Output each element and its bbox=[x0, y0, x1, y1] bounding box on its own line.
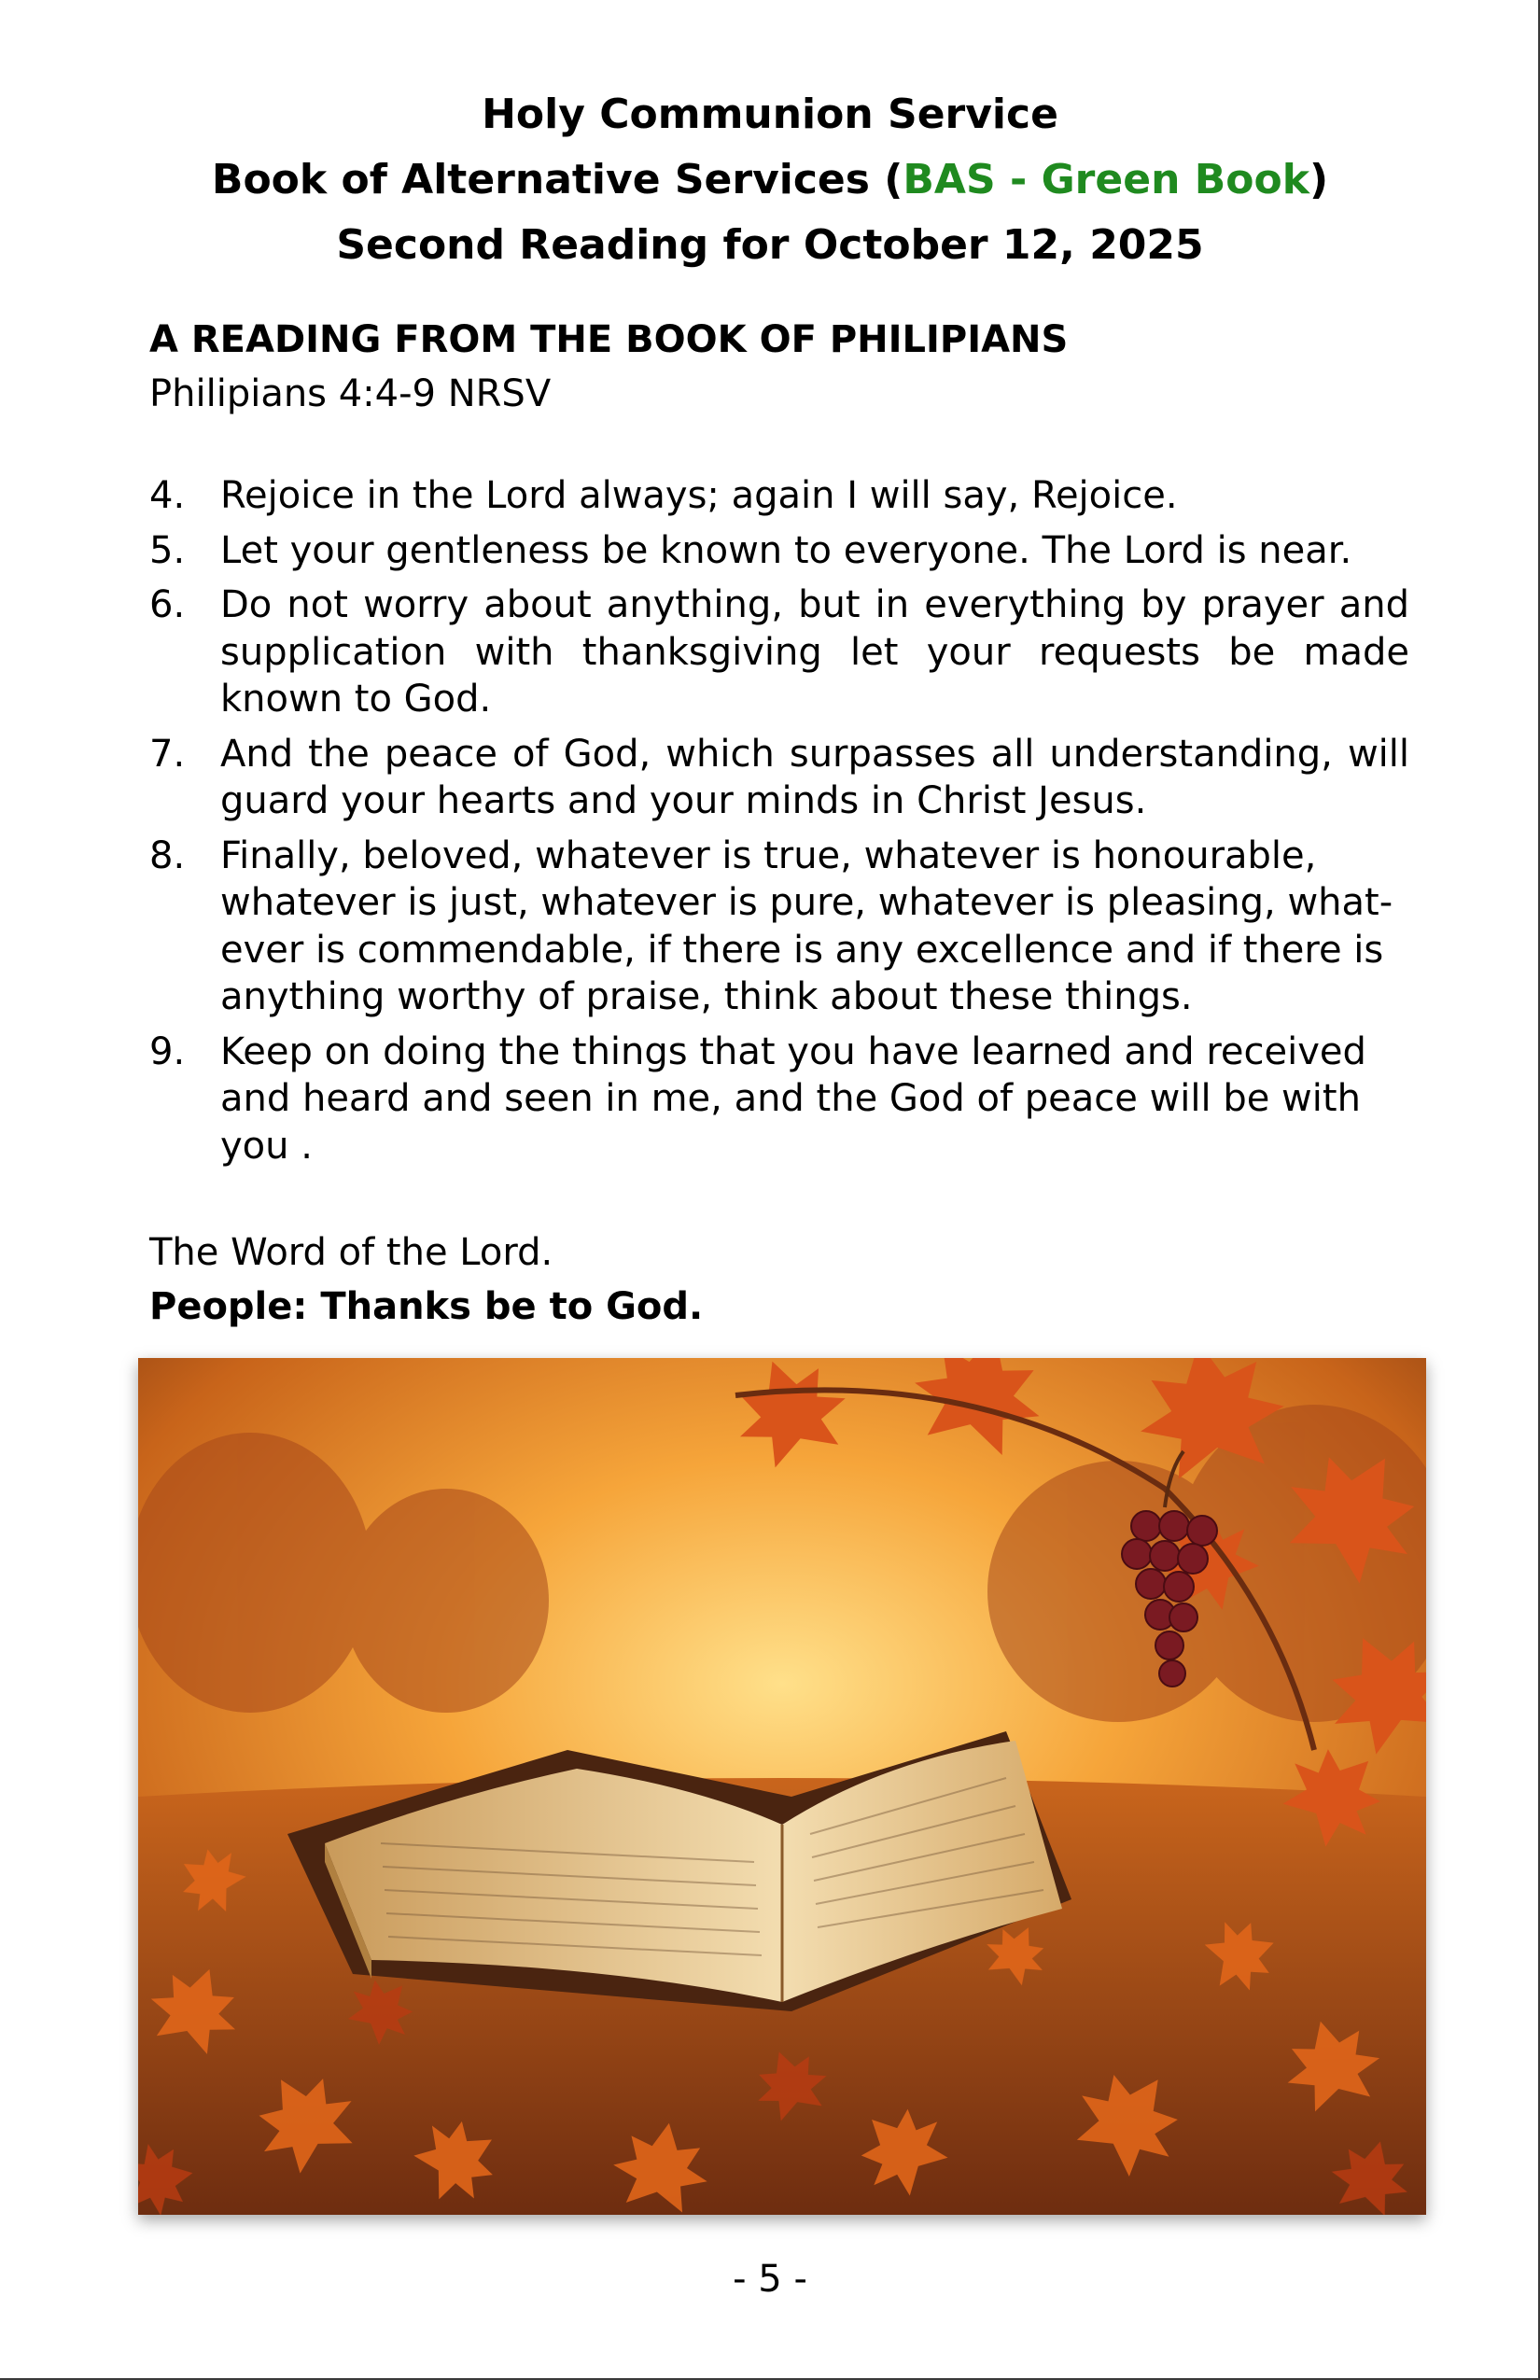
verse-number: 5. bbox=[149, 528, 186, 572]
verse-list bbox=[149, 472, 1409, 1177]
book-title bbox=[0, 147, 1540, 213]
verse-text: Finally, beloved, whatever is true, whatever is honourable, whatever is just, whatever is pure, whatever is pleasing, what-ever is commendable, if there is any excellence and if there is anything worthy of praise, think about these things. bbox=[220, 833, 1393, 1018]
verse-number: 9. bbox=[149, 1029, 186, 1073]
verse-item bbox=[149, 581, 1409, 723]
verse-item bbox=[149, 527, 1409, 575]
verse-item bbox=[149, 1029, 1409, 1170]
bible-autumn-image bbox=[138, 1358, 1426, 2215]
book-title-suffix: ) bbox=[1309, 156, 1329, 203]
verse-number: 7. bbox=[149, 732, 186, 776]
verse-item bbox=[149, 731, 1409, 825]
verse-item bbox=[149, 833, 1409, 1021]
verse-text: Keep on doing the things that you have learned and received and heard and seen in me, and the God of peace will be with you . bbox=[220, 1029, 1366, 1168]
verse-item bbox=[149, 472, 1409, 520]
verse-number: 6. bbox=[149, 583, 186, 626]
verse-text: Let your gentleness be known to everyone. The Lord is near. bbox=[220, 528, 1352, 572]
service-title: Holy Communion Service bbox=[482, 91, 1058, 138]
bas-green-book-label: BAS - Green Book bbox=[903, 156, 1309, 203]
page-header bbox=[0, 82, 1540, 278]
autumn-bible-illustration bbox=[138, 1358, 1426, 2215]
word-of-the-lord: The Word of the Lord. bbox=[149, 1231, 553, 1274]
verse-text: And the peace of God, which surpasses all understanding, will guard your hearts and your minds in Christ Jesus. bbox=[220, 732, 1409, 822]
verse-text: Rejoice in the Lord always; again I will say, Rejoice. bbox=[220, 474, 1178, 517]
verse-number: 4. bbox=[149, 474, 186, 517]
verse-text: Do not worry about anything, but in everything by prayer and supplication with thanksgiving let your requests be made known to God. bbox=[220, 583, 1409, 721]
people-response: People: Thanks be to God. bbox=[149, 1285, 704, 1328]
reading-heading: A READING FROM THE BOOK OF PHILIPIANS bbox=[149, 318, 1069, 361]
reading-date-title: Second Reading for October 12, 2025 bbox=[336, 221, 1204, 269]
book-title-prefix: Book of Alternative Services ( bbox=[211, 156, 903, 203]
page-number: - 5 - bbox=[733, 2258, 807, 2301]
verse-number: 8. bbox=[149, 833, 186, 877]
scripture-citation: Philipians 4:4-9 NRSV bbox=[149, 372, 552, 415]
